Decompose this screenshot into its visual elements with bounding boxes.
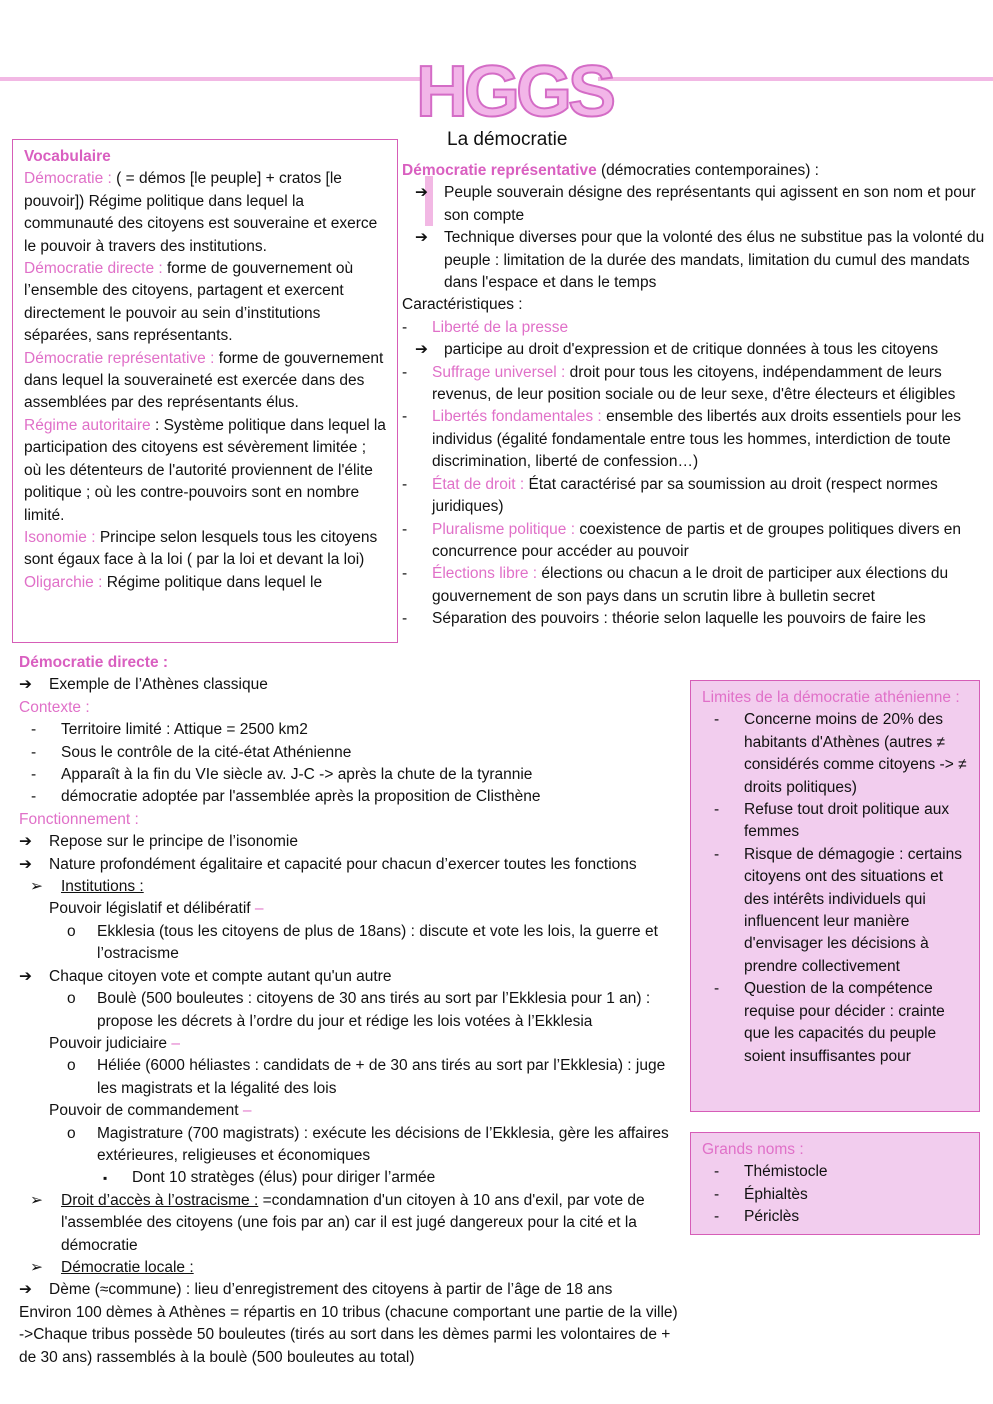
list-item: - démocratie adoptée par l'assemblée après la proposition de Clisthène <box>19 786 687 808</box>
arrow-icon: ➔ <box>415 229 428 247</box>
list-item: ➔ Exemple de l’Athènes classique <box>19 674 687 696</box>
list-item: - Thémistocle <box>702 1161 971 1183</box>
list-item: ➔ Repose sur le principe de l’isonomie <box>19 831 687 853</box>
dash-icon: - <box>402 318 408 336</box>
list-item: Pouvoir judiciaire – <box>49 1034 180 1052</box>
representative-democracy-section <box>402 160 987 674</box>
vocab-entry: Démocratie : ( = démos [le peuple] + cratos [le pouvoir]) Régime politique dans lequel la communauté des citoyens est souveraine et exerce le pouvoir à travers des institutions. <box>24 170 378 255</box>
dash-icon: - <box>714 980 720 998</box>
arrow-icon: ➔ <box>415 184 428 202</box>
dash-icon: - <box>714 845 720 863</box>
names-heading: Grands noms : <box>702 1141 804 1158</box>
list-item: o Boulè (500 bouleutes : citoyens de 30 ans tirés au sort par l’Ekklesia pour 1 an) : propose les décrets à l’ordre du jour et rédige les lois votées à l’Ekklesia <box>67 990 651 1030</box>
header-rule-left <box>0 77 425 81</box>
vocab-entry: Oligarchie : Régime politique dans lequel le <box>24 573 323 591</box>
dash-icon: - <box>714 1163 720 1181</box>
dash-icon: - <box>402 408 408 426</box>
vocab-entry: Démocratie directe : forme de gouvernement où l’ensemble des citoyens, partagent et exercent directement le pouvoir au sein d’institutions séparées, sans représentants. <box>24 260 354 345</box>
list-item: - État de droit : État caractérisé par sa soumission au droit (respect normes juridiques) <box>402 475 938 516</box>
list-item: - Suffrage universel : droit pour tous les citoyens, indépendamment de leurs revenus, de leur position sociale ou de leur sexe, d'être électeurs et éligibles <box>402 363 956 404</box>
chevron-icon: ➢ <box>30 1191 43 1209</box>
list-item: - Périclès <box>702 1206 971 1228</box>
context-label: Contexte : <box>19 698 90 716</box>
list-item: - Pluralisme politique : coexistence de partis et de groupes politiques divers en concurrence pour accéder au pouvoir <box>402 520 962 560</box>
list-item: o Ekklesia (tous les citoyens de plus de 18ans) : discute et vote les lois, la guerre et l’ostracisme <box>67 922 658 963</box>
list-item: ➢ Démocratie locale : <box>19 1257 687 1279</box>
paragraph: Environ 100 dèmes à Athènes = répartis en 10 tribus (chacune comportant une partie de la ville) <box>19 1303 678 1321</box>
header-rule-right <box>598 77 993 81</box>
dash-icon: - <box>402 520 408 538</box>
list-item: - Séparation des pouvoirs : théorie selon laquelle les pouvoirs de faire les <box>402 608 987 630</box>
list-item: ➢ Droit d’accès à l’ostracisme : =condamnation d'un citoyen à 10 ans d'exil, par vote de l'assemblée des citoyens (une fois par an) car il est jugé dangereux pour la cité et la démocratie <box>30 1191 645 1254</box>
list-item: ➔ Dème (≈commune) : lieu d’enregistrement des citoyens à partir de l’âge de 18 ans <box>19 1279 687 1301</box>
vocab-entry: Démocratie représentative : forme de gouvernement dans lequel la souveraineté est exercée dans des assemblées par des représentants élus. <box>24 349 384 412</box>
list-item: - Élections libre : élections ou chacun a le droit de participer aux élections du gouvernement de son pays dans un scrutin libre à bulletin secret <box>402 565 949 605</box>
dash-icon: - <box>31 721 37 739</box>
list-item: ➔ Nature profondément égalitaire et capacité pour chacun d’exercer toutes les fonctions <box>19 854 687 876</box>
list-item: - Liberté de la presse <box>402 317 987 339</box>
dash-icon: - <box>402 363 408 381</box>
vocab-entry: Isonomie : Principe selon lesquels tous les citoyens sont égaux face à la loi ( par la loi et devant la loi) <box>24 528 378 569</box>
great-names-box <box>690 1132 980 1235</box>
list-item: o Héliée (6000 héliastes : candidats de + de 30 ans tirés au sort par l’Ekklesia) : juge les magistrats et la légalité des lois <box>67 1057 666 1097</box>
list-item: ▪ Dont 10 stratèges (élus) pour diriger l’armée <box>19 1167 687 1189</box>
dash-icon: - <box>31 743 37 761</box>
section-heading: Démocratie représentative (démocraties contemporaines) : <box>402 162 819 179</box>
list-item: - Question de la compétence requise pour décider : crainte que les capacités du peuple soient insuffisantes pour <box>714 980 945 1065</box>
vocabulary-box <box>12 139 398 643</box>
vocab-entry: Régime autoritaire : Système politique dans lequel la participation des citoyens est sévèrement limitée ; où les détenteurs de l'autorité proviennent de l'élite politique ; où les contre-pouvoirs sont en nombre limité. <box>24 416 386 524</box>
dash-icon: - <box>402 610 408 628</box>
dash-icon: - <box>714 1208 720 1226</box>
dash-icon: - <box>714 711 720 729</box>
functioning-label: Fonctionnement : <box>19 810 139 828</box>
arrow-icon: ➔ <box>19 833 32 851</box>
arrow-icon: ➔ <box>415 341 428 359</box>
list-item: ➔ Chaque citoyen vote et compte autant qu'un autre <box>19 966 687 988</box>
list-item: - Concerne moins de 20% des habitants d'Athènes (autres ≠ considérés comme citoyens -> ≠ droits politiques) <box>714 711 967 796</box>
list-item: - Libertés fondamentales : ensemble des libertés aux droits essentiels pour les individus (égalité fondamentale entre tous les hommes, interdiction de toute discrimination, liberté de confession…) <box>402 408 962 471</box>
page-subtitle: La démocratie <box>447 129 568 150</box>
arrow-icon: ➔ <box>19 676 32 694</box>
dash-icon: - <box>714 801 720 819</box>
list-item: Pouvoir législatif et délibératif – <box>49 900 264 918</box>
dash-icon: - <box>402 475 408 493</box>
list-item: - Refuse tout droit politique aux femmes <box>714 801 950 841</box>
list-item: - Risque de démagogie : certains citoyens ont des situations et des intérêts individuels qui influencent leur manière d'envisager les décisions à prendre collectivement <box>714 845 962 975</box>
chevron-icon: ➢ <box>30 878 43 896</box>
vocabulary-heading: Vocabulaire <box>24 148 111 165</box>
paragraph: ->Chaque tribus possède 50 bouleutes (tirés au sort dans les dèmes parmi les volontaires de + de 30 ans) rassemblés à la boulè (500 bouleutes au total) <box>19 1326 671 1366</box>
dash-icon: - <box>31 788 37 806</box>
section-heading: Démocratie directe : <box>19 654 169 671</box>
list-item: ➔ Peuple souverain désigne des représentants qui agissent en son nom et pour son compte <box>415 184 976 224</box>
list-item: - Éphialtès <box>702 1184 971 1206</box>
list-item: - Territoire limité : Attique = 2500 km2 <box>19 719 687 741</box>
square-bullet-icon: ▪ <box>103 1171 108 1186</box>
circle-bullet-icon: o <box>67 922 76 940</box>
circle-bullet-icon: o <box>67 1124 76 1142</box>
dash-icon: - <box>402 565 408 583</box>
list-item: o Magistrature (700 magistrats) : exécute les décisions de l’Ekklesia, gère les affaires extérieures, religieuses et économiques <box>67 1124 669 1164</box>
list-item: - Sous le contrôle de la cité-état Athénienne <box>19 742 687 764</box>
list-item: - Apparaît à la fin du VIe siècle av. J-C -> après la chute de la tyrannie <box>19 764 687 786</box>
arrow-icon: ➔ <box>19 967 32 985</box>
dash-icon: - <box>714 1185 720 1203</box>
circle-bullet-icon: o <box>67 990 76 1008</box>
list-item: ➔ Technique diverses pour que la volonté des élus ne substitue pas la volonté du peuple : limitation de la durée des mandats, limitation du cumul des mandats dans l'espace et dans le temps <box>415 229 985 292</box>
circle-bullet-icon: o <box>67 1057 76 1075</box>
list-item: Pouvoir de commandement – <box>49 1102 252 1120</box>
limits-heading: Limites de la démocratie athénienne : <box>702 689 960 706</box>
limits-box <box>690 680 980 1112</box>
page-title: HGGS <box>416 52 613 132</box>
list-item: ➢ Institutions : <box>19 876 687 898</box>
dash-icon: - <box>31 766 37 784</box>
list-item: ➔ participe au droit d'expression et de critique données à tous les citoyens <box>402 339 987 361</box>
direct-democracy-section <box>19 652 687 1404</box>
arrow-icon: ➔ <box>19 855 32 873</box>
arrow-icon: ➔ <box>19 1281 32 1299</box>
characteristics-label: Caractéristiques : <box>402 296 523 314</box>
chevron-icon: ➢ <box>30 1258 43 1276</box>
